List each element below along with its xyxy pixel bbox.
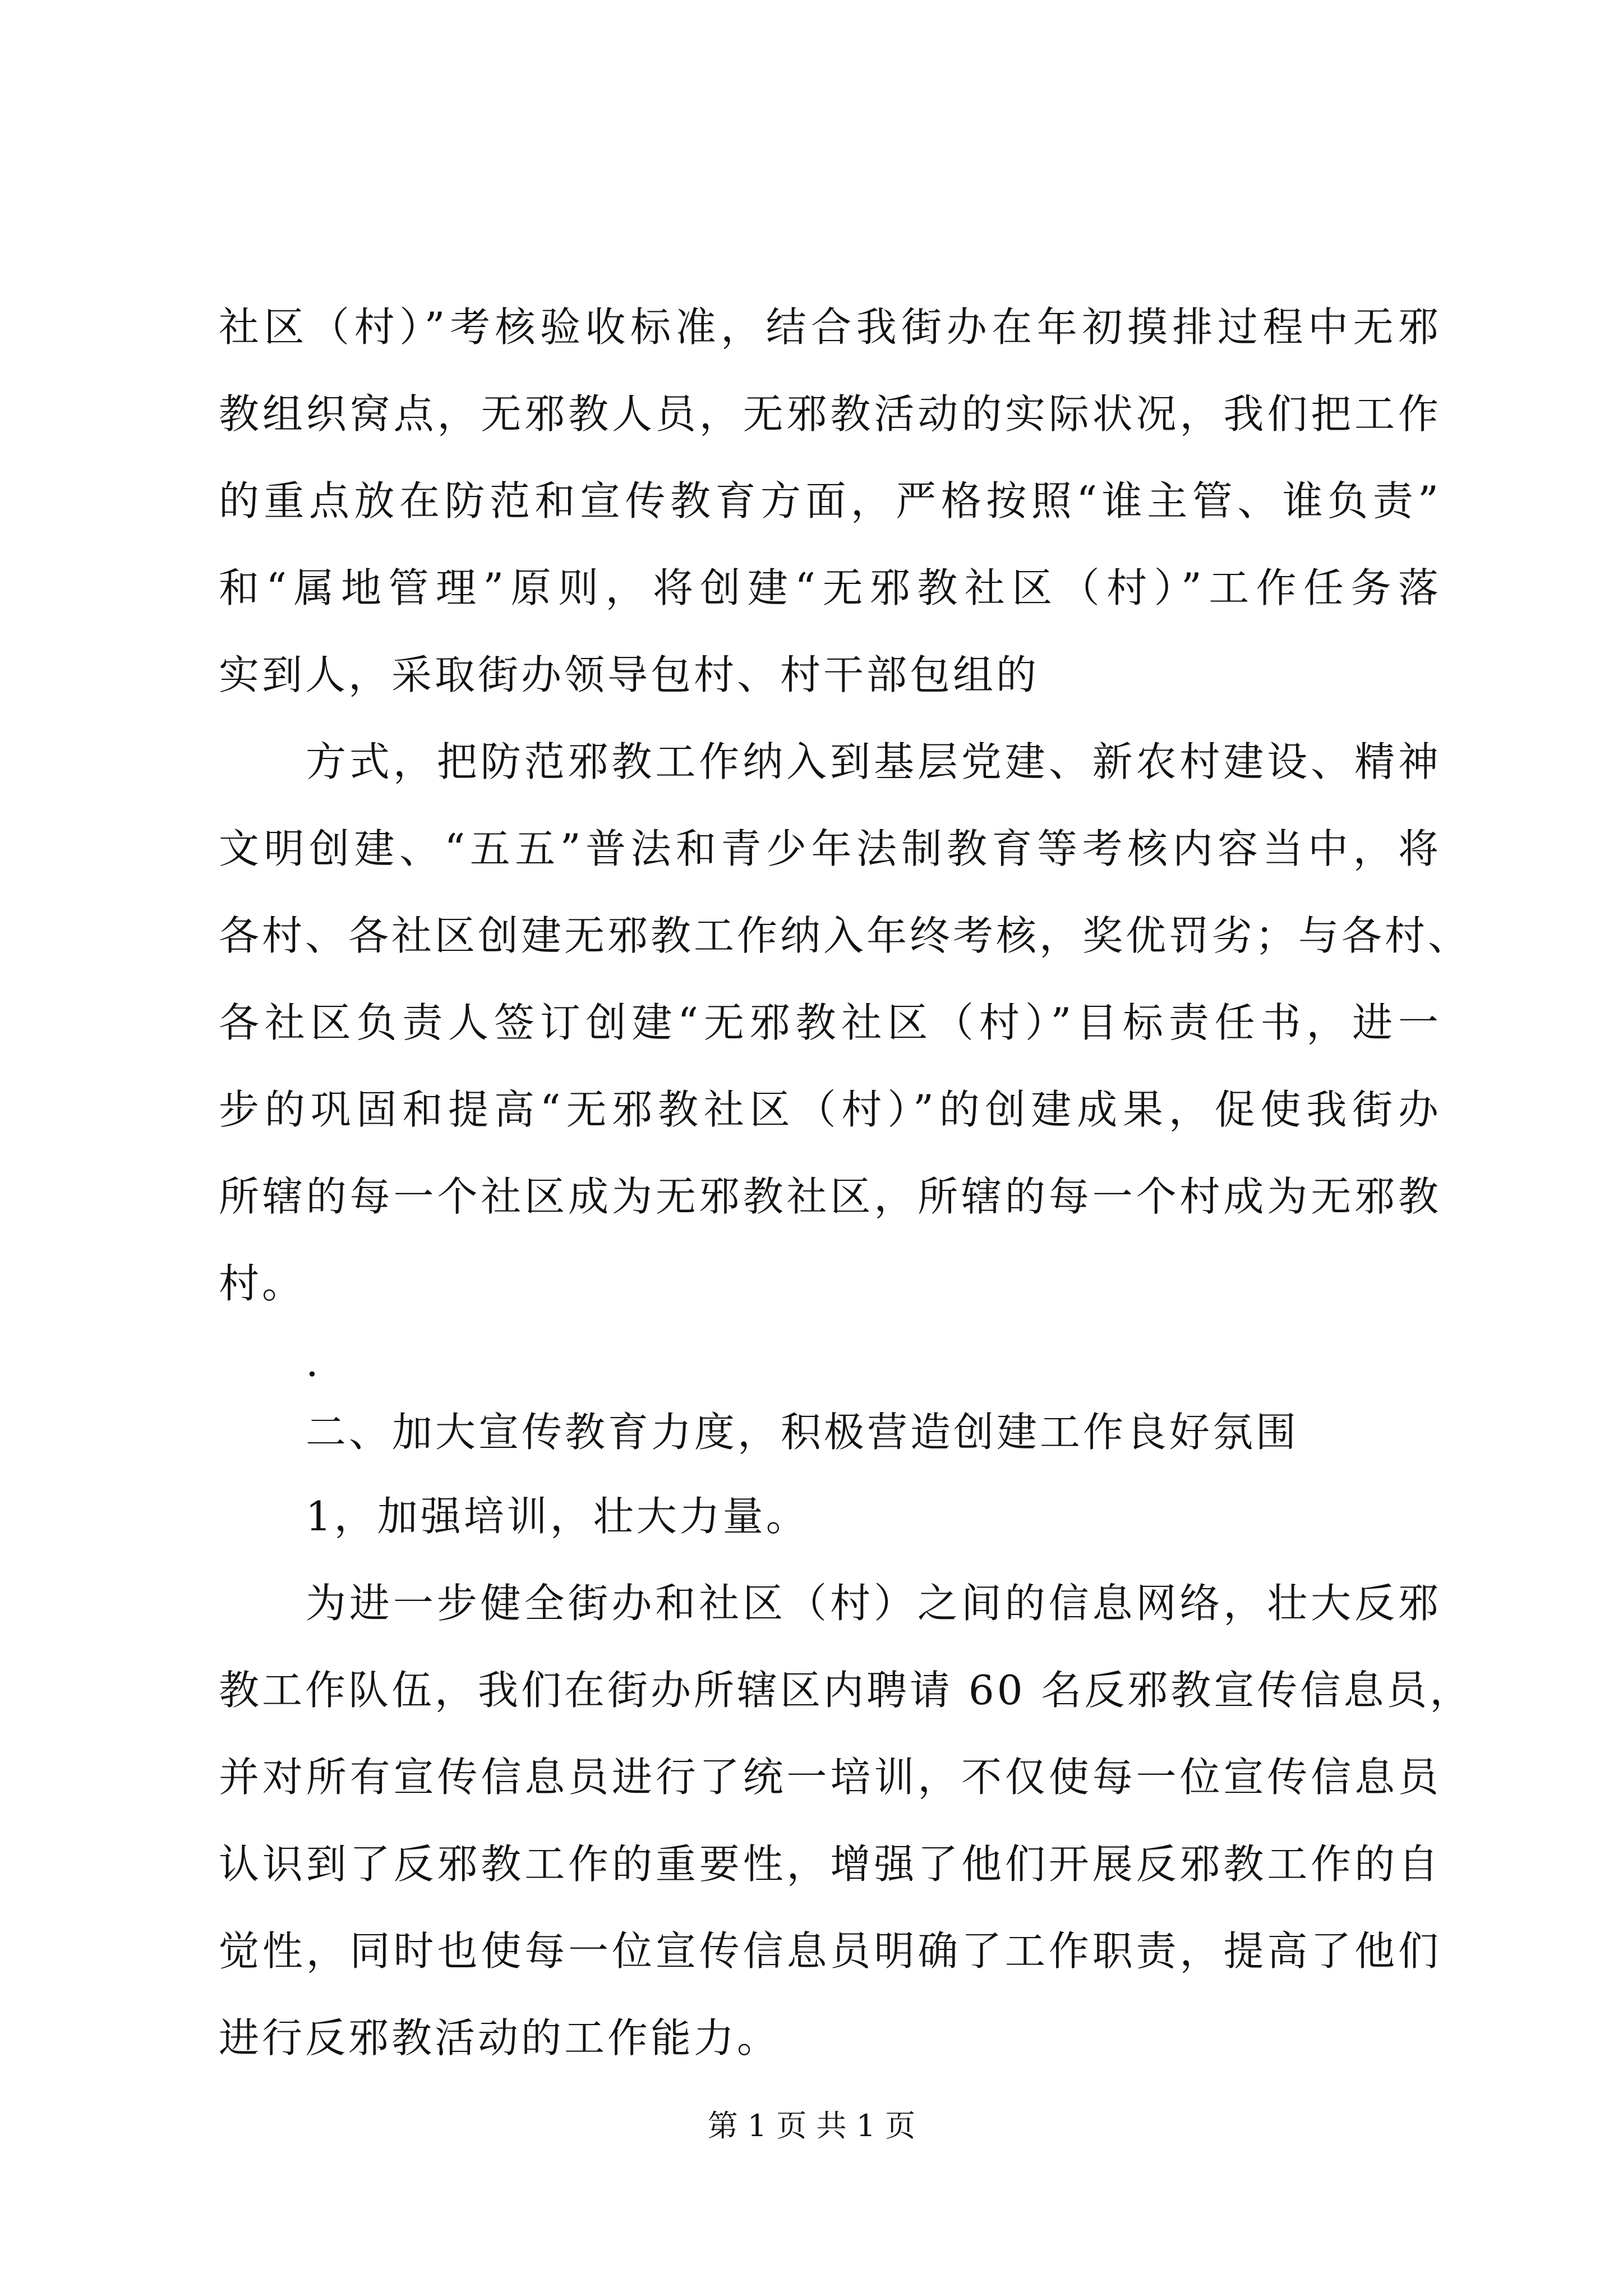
body-text-line: 村。 (219, 1260, 306, 1307)
body-text-line: 的重点放在防范和宣传教育方面，严格按照“谁主管、谁负责” (219, 477, 1441, 524)
stray-dot: . (306, 1338, 321, 1386)
body-text-line: 方式，把防范邪教工作纳入到基层党建、新农村建设、精神 (306, 738, 1441, 785)
body-text-line: 觉性，同时也使每一位宣传信息员明确了工作职责，提高了他们 (219, 1927, 1441, 1975)
body-text-line: 教组织窝点，无邪教人员，无邪教活动的实际状况，我们把工作 (219, 390, 1441, 438)
body-text-line: 所辖的每一个社区成为无邪教社区，所辖的每一个村成为无邪教 (219, 1173, 1441, 1220)
body-text-line: 步的巩固和提高“无邪教社区（村）”的创建成果，促使我街办 (219, 1086, 1441, 1133)
body-text-line: 各村、各社区创建无邪教工作纳入年终考核，奖优罚劣；与各村、 (219, 912, 1472, 959)
body-text-line: 实到人，采取街办领导包村、村干部包组的 (219, 651, 1040, 698)
body-text-line: 社区（村）”考核验收标准，结合我街办在年初摸排过程中无邪 (219, 303, 1441, 351)
section-heading: 二、加大宣传教育力度，积极营造创建工作良好氛围 (306, 1409, 1299, 1456)
body-text-line: 为进一步健全街办和社区（村）之间的信息网络，壮大反邪 (306, 1580, 1441, 1627)
body-text-line: 进行反邪教活动的工作能力。 (219, 2014, 781, 2062)
body-text-line: 认识到了反邪教工作的重要性，增强了他们开展反邪教工作的自 (219, 1841, 1441, 1888)
sub-heading: 1，加强培训，壮大力量。 (306, 1493, 809, 1540)
body-text-line: 教工作队伍，我们在街办所辖区内聘请 60 名反邪教宣传信息员， (219, 1667, 1473, 1714)
body-text-line: 各社区负责人签订创建“无邪教社区（村）”目标责任书，进一 (219, 999, 1441, 1046)
body-text-line: 文明创建、“五五”普法和青少年法制教育等考核内容当中，将 (219, 825, 1441, 872)
body-text-line: 和“属地管理”原则，将创建“无邪教社区（村）”工作任务落 (219, 564, 1441, 611)
body-text-line: 并对所有宣传信息员进行了统一培训，不仅使每一位宣传信息员 (219, 1754, 1441, 1801)
page-number-footer: 第 1 页 共 1 页 (707, 2108, 916, 2143)
